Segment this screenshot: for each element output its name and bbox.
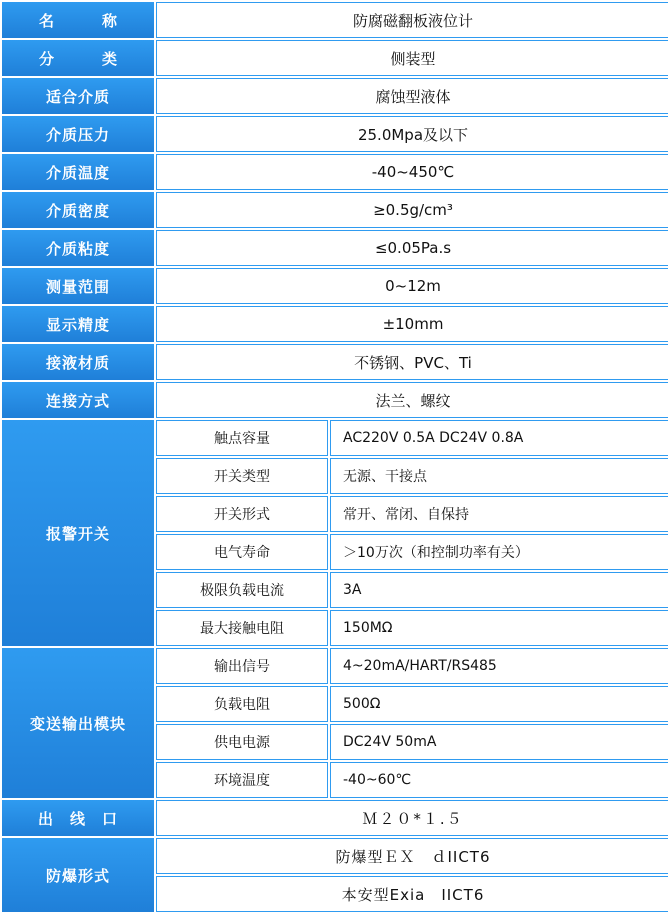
sub-value-ambient-temperature: -40~60℃ <box>330 762 668 798</box>
sub-label-contact-capacity: 触点容量 <box>156 420 328 456</box>
table-row <box>2 154 668 190</box>
sub-value-power-supply: DC24V 50mA <box>330 724 668 760</box>
table-row <box>2 838 668 874</box>
table-row <box>2 344 668 380</box>
sub-label-switch-type: 开关类型 <box>156 458 328 494</box>
row-value-medium: 腐蚀型液体 <box>156 78 668 114</box>
row-value-range: 0~12m <box>156 268 668 304</box>
row-label-accuracy: 显示精度 <box>2 306 154 342</box>
row-label-connection: 连接方式 <box>2 382 154 418</box>
row-value-explosion-proof-exia: 本安型Exia IICT6 <box>156 876 668 912</box>
row-label-name: 名 称 <box>2 2 154 38</box>
group-label-explosion-proof: 防爆形式 <box>2 838 154 912</box>
sub-value-contact-capacity: AC220V 0.5A DC24V 0.8A <box>330 420 668 456</box>
table-row <box>2 230 668 266</box>
sub-label-power-supply: 供电电源 <box>156 724 328 760</box>
table-row <box>2 78 668 114</box>
table-row <box>2 40 668 76</box>
row-label-viscosity: 介质粘度 <box>2 230 154 266</box>
table-row <box>2 800 668 836</box>
row-value-pressure: 25.0Mpa及以下 <box>156 116 668 152</box>
sub-value-max-contact-resistance: 150MΩ <box>330 610 668 646</box>
row-value-density: ≥0.5g/cm³ <box>156 192 668 228</box>
row-value-category: 侧装型 <box>156 40 668 76</box>
table-row <box>2 648 668 684</box>
row-label-cable-outlet: 出 线 口 <box>2 800 154 836</box>
row-value-accuracy: ±10mm <box>156 306 668 342</box>
sub-value-switch-form: 常开、常闭、自保持 <box>330 496 668 532</box>
row-label-temperature: 介质温度 <box>2 154 154 190</box>
table-row <box>2 116 668 152</box>
group-label-alarm-switch: 报警开关 <box>2 420 154 646</box>
sub-value-limit-load-current: 3A <box>330 572 668 608</box>
sub-label-output-signal: 输出信号 <box>156 648 328 684</box>
sub-label-max-contact-resistance: 最大接触电阻 <box>156 610 328 646</box>
row-label-category: 分 类 <box>2 40 154 76</box>
row-label-wetted-material: 接液材质 <box>2 344 154 380</box>
row-value-wetted-material: 不锈钢、PVC、Ti <box>156 344 668 380</box>
row-value-temperature: -40~450℃ <box>156 154 668 190</box>
row-label-pressure: 介质压力 <box>2 116 154 152</box>
sub-value-load-resistance: 500Ω <box>330 686 668 722</box>
group-label-transmitter-module: 变送输出模块 <box>2 648 154 798</box>
table-row <box>2 2 668 38</box>
sub-value-electrical-life: ＞10万次（和控制功率有关） <box>330 534 668 570</box>
sub-label-limit-load-current: 极限负载电流 <box>156 572 328 608</box>
row-value-connection: 法兰、螺纹 <box>156 382 668 418</box>
table-row <box>2 382 668 418</box>
row-label-range: 测量范围 <box>2 268 154 304</box>
sub-label-load-resistance: 负载电阻 <box>156 686 328 722</box>
row-value-viscosity: ≤0.05Pa.s <box>156 230 668 266</box>
row-value-explosion-proof-ex: 防爆型ＥＸ ｄIICT6 <box>156 838 668 874</box>
row-label-medium: 适合介质 <box>2 78 154 114</box>
table-row <box>2 268 668 304</box>
sub-label-ambient-temperature: 环境温度 <box>156 762 328 798</box>
sub-value-output-signal: 4~20mA/HART/RS485 <box>330 648 668 684</box>
sub-label-electrical-life: 电气寿命 <box>156 534 328 570</box>
row-label-density: 介质密度 <box>2 192 154 228</box>
table-row <box>2 420 668 456</box>
sub-label-switch-form: 开关形式 <box>156 496 328 532</box>
row-value-name: 防腐磁翻板液位计 <box>156 2 668 38</box>
table-row <box>2 306 668 342</box>
table-row <box>2 192 668 228</box>
sub-value-switch-type: 无源、干接点 <box>330 458 668 494</box>
row-value-cable-outlet: Ｍ２０*１.５ <box>156 800 668 836</box>
